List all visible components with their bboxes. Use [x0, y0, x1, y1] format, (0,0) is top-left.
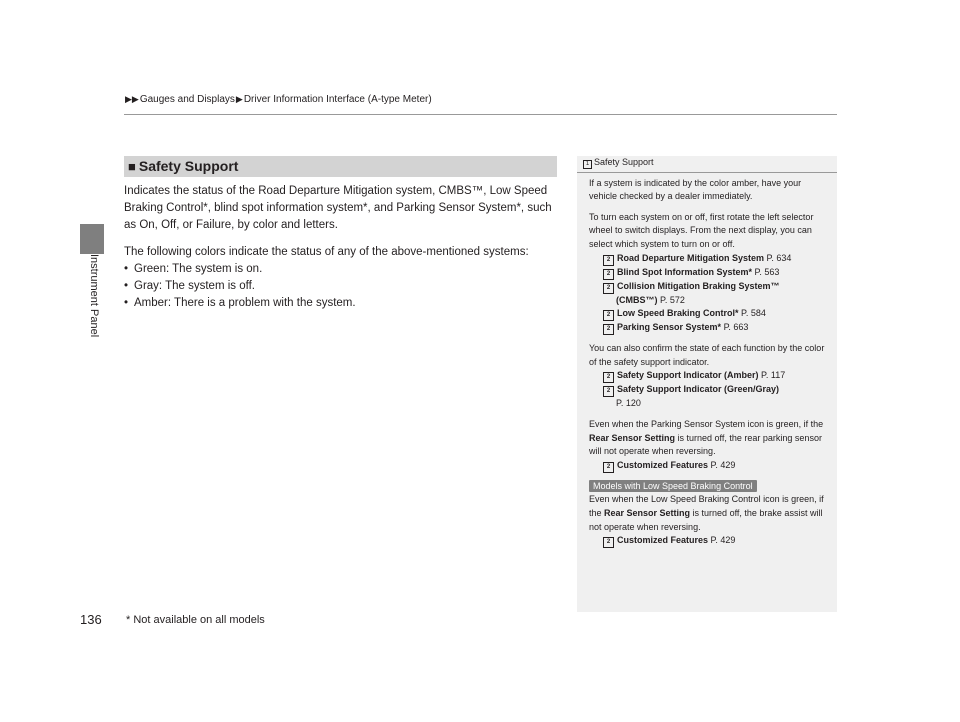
ref-page: P. 584 [741, 308, 766, 319]
model-badge: Models with Low Speed Braking Control [589, 480, 757, 492]
section-title: Safety Support [138, 158, 239, 174]
ref-link[interactable] [583, 266, 831, 280]
ref-link[interactable] [583, 252, 831, 266]
ref-link[interactable] [583, 534, 831, 548]
ref-arrow-icon: 2 [603, 462, 614, 473]
ref-link-continued[interactable] [583, 294, 831, 308]
list-item: • Amber: There is a problem with the system. [124, 295, 557, 312]
ref-page: P. 634 [766, 252, 792, 263]
ref-arrow-icon: 2 [603, 269, 614, 280]
ref-label: (CMBS™) [616, 294, 658, 305]
page-number: 136 [80, 612, 102, 627]
breadcrumb-part2[interactable]: Driver Information Interface (A-type Meter) [243, 94, 432, 105]
breadcrumb [124, 94, 432, 105]
sidebar-paragraph: You can also confirm the state of each function by the color of the safety support indicator. [589, 343, 825, 367]
ref-link[interactable] [583, 383, 831, 397]
ref-arrow-icon: 2 [603, 310, 614, 321]
ref-arrow-icon: 2 [603, 324, 614, 335]
ref-link[interactable] [583, 459, 831, 473]
ref-label: Blind Spot Information System* [617, 266, 753, 277]
main-content [124, 183, 557, 312]
breadcrumb-part1[interactable]: Gauges and Displays [139, 94, 235, 105]
setting-name: Rear Sensor Setting [589, 432, 676, 443]
ref-page: P. 429 [710, 535, 736, 546]
header-rule [124, 114, 837, 115]
sidebar-paragraph: To turn each system on or off, first rotate the left selector wheel to switch displays. From the next display, you can select which system to turn on or off. [589, 211, 814, 249]
ref-link[interactable] [583, 321, 831, 335]
ref-page: P. 429 [710, 459, 736, 470]
ref-page-continued[interactable]: P. 120 [616, 398, 641, 409]
sidebar-paragraph: Even when the Low Speed Braking Control icon is green, if the Rear Sensor Setting is turned off, the brake assist will not operate when reversing. [589, 494, 824, 532]
status-color-list [124, 261, 557, 312]
breadcrumb-arrow-icon: ▶ [235, 94, 243, 104]
sidebar-title [577, 156, 837, 173]
colors-paragraph: The following colors indicate the status of any of the above-mentioned systems: [124, 246, 529, 258]
ref-label: Customized Features [617, 535, 709, 546]
ref-label: Road Departure Mitigation System [617, 252, 765, 263]
chapter-tab-marker [80, 224, 104, 254]
sidebar-paragraph: If a system is indicated by the color amber, have your vehicle checked by a dealer immediately. [589, 177, 802, 202]
footnote: * Not available on all models [126, 614, 265, 626]
sidebar-paragraph: Even when the Parking Sensor System icon is green, if the Rear Sensor Setting is turned off, the rear parking sensor will not operate when reversing. [589, 418, 824, 457]
section-header [124, 156, 557, 177]
note-icon: 1 [583, 160, 592, 169]
ref-label: Low Speed Braking Control* [617, 308, 739, 319]
ref-page: P. 563 [754, 266, 780, 277]
ref-link[interactable] [583, 280, 831, 294]
ref-arrow-icon: 2 [603, 283, 614, 294]
ref-arrow-icon: 2 [603, 255, 614, 266]
ref-page: P. 572 [660, 294, 685, 305]
ref-link[interactable] [583, 369, 831, 383]
ref-label: Safety Support Indicator (Amber) [617, 370, 759, 381]
list-item: • Gray: The system is off. [124, 278, 557, 295]
setting-name: Rear Sensor Setting [604, 507, 691, 518]
intro-paragraph: Indicates the status of the Road Departure Mitigation system, CMBS™, Low Speed Braking Control*, blind spot information system*, and Parking Sensor System*, such as On, Off, or Failure, by color and letters. [124, 185, 552, 231]
ref-arrow-icon: 2 [603, 386, 614, 397]
sidebar-title-text: Safety Support [594, 157, 654, 167]
breadcrumb-arrow-icon: ▶▶ [125, 94, 139, 104]
chapter-label: Instrument Panel [88, 254, 100, 338]
ref-arrow-icon: 2 [603, 537, 614, 548]
square-bullet-icon: ■ [128, 159, 136, 174]
ref-label: Collision Mitigation Braking System™ [617, 280, 780, 291]
ref-page: P. 663 [723, 322, 749, 333]
list-item: • Green: The system is on. [124, 261, 557, 278]
ref-link[interactable] [583, 307, 831, 321]
ref-arrow-icon: 2 [603, 372, 614, 383]
ref-page: P. 117 [761, 370, 786, 381]
ref-label: Parking Sensor System* [617, 322, 722, 333]
ref-label: Safety Support Indicator (Green/Gray) [617, 384, 780, 395]
ref-label: Customized Features [617, 459, 709, 470]
sidebar-notes [577, 156, 837, 612]
